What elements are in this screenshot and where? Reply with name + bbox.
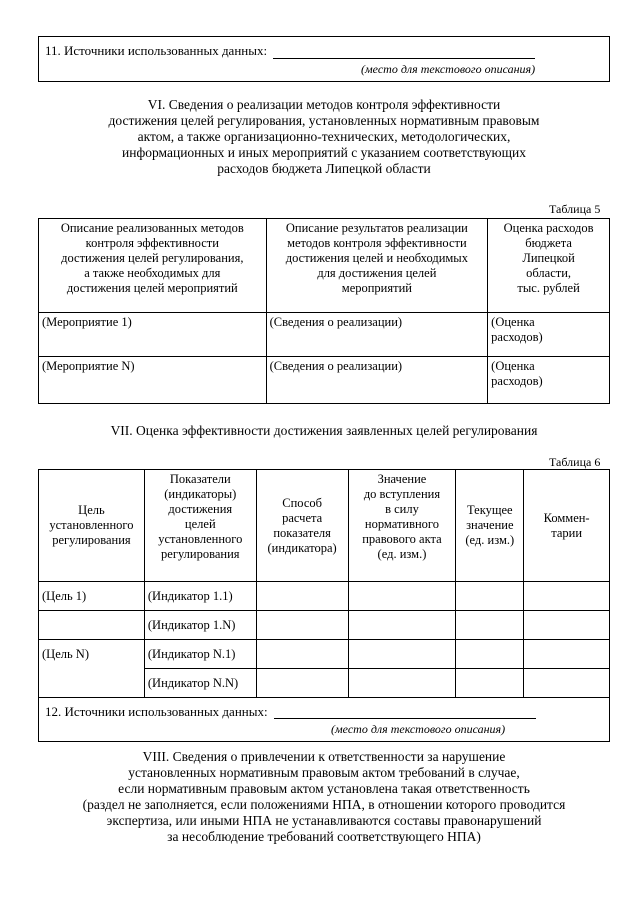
table6-cell-indicator[interactable]: (Индикатор 1.1) [144, 582, 256, 611]
sources-input-line-12[interactable] [274, 706, 536, 719]
table-row [39, 611, 610, 640]
table6-cell-method[interactable] [256, 611, 348, 640]
section6-heading: VI. Сведения о реализации методов контроля эффективности достижения целей регулирования, установленных нормативным правовым актом, а также организационно-технических, методологических, информационных и иных мероприятий с указанием соответствующих расходов бюджета Липецкой области [108, 97, 540, 176]
table6-cell-method[interactable] [256, 582, 348, 611]
sources-input-line-11[interactable] [273, 46, 535, 59]
table6-cell-goal[interactable]: (Цель 1) [39, 582, 145, 611]
table-row [39, 357, 610, 404]
table-row [39, 582, 610, 611]
table6-header-indicators: Показатели (индикаторы) достижения целей установленного регулирования [144, 470, 256, 582]
table6-header-comments: Коммен- тарии [524, 470, 610, 582]
table6-cell-value-before[interactable] [348, 640, 456, 669]
table6-cell-current-value[interactable] [456, 582, 524, 611]
sources-label-11: 11. Источники использованных данных: [45, 43, 268, 58]
sources-box-11 [38, 36, 610, 82]
table6-header-goal: Цель установленного регулирования [39, 470, 145, 582]
table6-cell-method[interactable] [256, 640, 348, 669]
table6-cell-comments[interactable] [524, 611, 610, 640]
table6-cell-current-value[interactable] [456, 611, 524, 640]
table6-header-method: Способ расчета показателя (индикатора) [256, 470, 348, 582]
table-row [39, 640, 610, 669]
sources-note-11: (место для текстового описания) [361, 62, 536, 76]
table6-cell-goal[interactable] [39, 611, 145, 640]
table5-cell-cost[interactable]: (Оценка расходов) [488, 357, 610, 404]
table6-cell-value-before[interactable] [348, 611, 456, 640]
table5-cell-implementation[interactable]: (Сведения о реализации) [266, 313, 488, 357]
table6-cell-goal[interactable]: (Цель N) [39, 640, 145, 698]
sources-note-12: (место для текстового описания) [331, 722, 506, 736]
table6-cell-comments[interactable] [524, 669, 610, 698]
table6-sources-row [39, 698, 610, 742]
table6-caption: Таблица 6 [549, 455, 601, 469]
table6-cell-current-value[interactable] [456, 669, 524, 698]
section7-heading: VII. Оценка эффективности достижения заявленных целей регулирования [110, 423, 538, 438]
table5-cell-implementation[interactable]: (Сведения о реализации) [266, 357, 488, 404]
table5-cell-measure[interactable]: (Мероприятие 1) [39, 313, 267, 357]
table6-cell-comments[interactable] [524, 640, 610, 669]
table6-cell-value-before[interactable] [348, 669, 456, 698]
table6-cell-comments[interactable] [524, 582, 610, 611]
section8-heading: VIII. Сведения о привлечении к ответственности за нарушение установленных нормативным правовым актом требований в случае, если нормативным правовым актом установлена такая ответственность (раздел не заполняется, если положениями НПА, в отношении которого проводится экспертиза, или иными НПА не устанавливаются составы правонарушений за несоблюдение требований соответствующего НПА) [82, 749, 566, 844]
table6-cell-indicator[interactable]: (Индикатор N.1) [144, 640, 256, 669]
table-6 [38, 469, 610, 742]
table5-header-methods: Описание реализованных методов контроля эффективности достижения целей регулирования, а также необходимых для достижения целей мероприятий [39, 219, 267, 313]
sources-box-12 [39, 698, 610, 742]
table5-header-results: Описание результатов реализации методов контроля эффективности достижения целей и необходимых для достижения целей мероприятий [266, 219, 488, 313]
table5-cell-measure[interactable]: (Мероприятие N) [39, 357, 267, 404]
table5-header-costs: Оценка расходов бюджета Липецкой области, тыс. рублей [488, 219, 610, 313]
table6-cell-method[interactable] [256, 669, 348, 698]
table-row [39, 313, 610, 357]
table5-caption: Таблица 5 [549, 202, 601, 216]
table5-cell-cost[interactable]: (Оценка расходов) [488, 313, 610, 357]
table6-header-current-value: Текущее значение (ед. изм.) [456, 470, 524, 582]
table-5 [38, 218, 610, 404]
table6-cell-value-before[interactable] [348, 582, 456, 611]
table6-cell-indicator[interactable]: (Индикатор N.N) [144, 669, 256, 698]
table6-header-value-before: Значение до вступления в силу нормативного правового акта (ед. изм.) [348, 470, 456, 582]
sources-label-12: 12. Источники использованных данных: [45, 704, 268, 719]
table6-cell-current-value[interactable] [456, 640, 524, 669]
table6-cell-indicator[interactable]: (Индикатор 1.N) [144, 611, 256, 640]
